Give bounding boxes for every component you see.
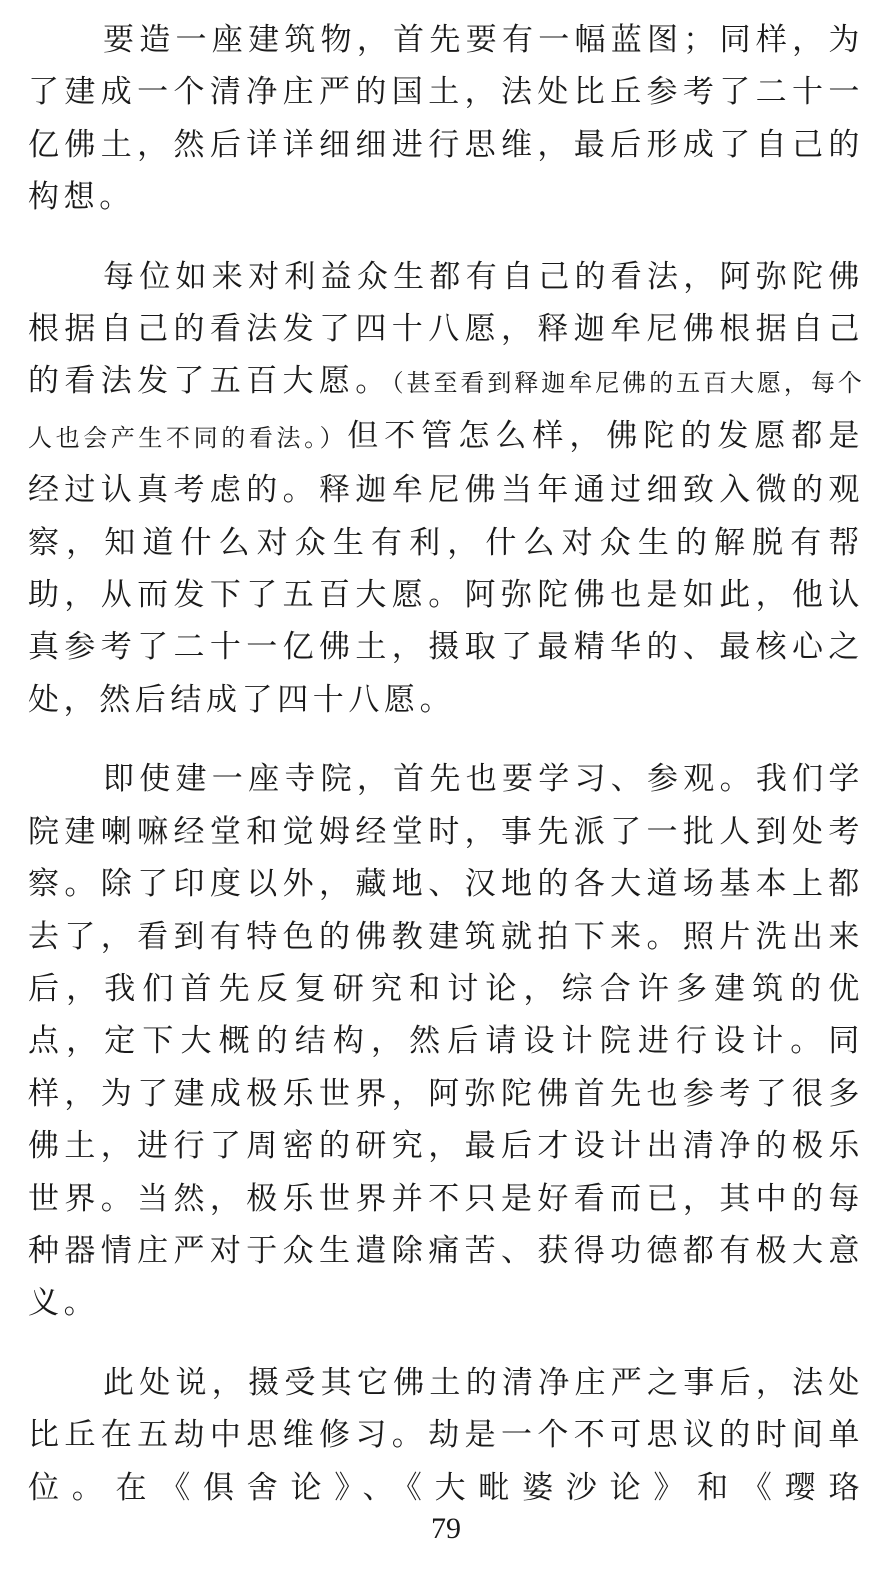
paragraph-2-text-before: 每位如来对利益众生都有自己的看法，阿弥陀佛根据自己的看法发了四十八愿，释迦牟尼佛根据自己的看法发了五百大愿。	[28, 258, 864, 400]
page-body	[28, 14, 864, 1541]
paragraph-2-text-after: 但不管怎么样，佛陀的发愿都是经过认真考虑的。释迦牟尼佛当年通过细致入微的观察，知道什么对众生有利，什么对众生的解脱有帮助，从而发下了五百大愿。阿弥陀佛也是如此，他认真参考了二十一亿佛土，摄取了最精华的、最核心之处，然后结成了四十八愿。	[28, 417, 864, 718]
paragraph-2-note: （甚至看到释迦牟尼佛的五百大愿，每个人也会产生不同的看法。）	[28, 369, 864, 452]
page-number: 79	[431, 1512, 461, 1545]
paragraph-4: 此处说，摄受其它佛土的清净庄严之事后，法处比丘在五劫中思维修习。劫是一个不可思议的时间单位。在《俱舍论》、《大毗婆沙论》和《璎珞	[28, 1364, 864, 1506]
paragraph-3: 即使建一座寺院，首先也要学习、参观。我们学院建喇嘛经堂和觉姆经堂时，事先派了一批人到处考察。除了印度以外，藏地、汉地的各大道场基本上都去了，看到有特色的佛教建筑就拍下来。照片洗出来后，我们首先反复研究和讨论，综合许多建筑的优点，定下大概的结构，然后请设计院进行设计。同样，为了建成极乐世界，阿弥陀佛首先也参考了很多佛土，进行了周密的研究，最后才设计出清净的极乐世界。当然，极乐世界并不只是好看而已，其中的每种器情庄严对于众生遣除痛苦、获得功德都有极大意义。	[28, 761, 864, 1322]
paragraph-2	[28, 251, 864, 727]
paragraph-1: 要造一座建筑物，首先要有一幅蓝图；同样，为了建成一个清净庄严的国土，法处比丘参考了二十一亿佛土，然后详详细细进行思维，最后形成了自己的构想。	[28, 22, 864, 216]
